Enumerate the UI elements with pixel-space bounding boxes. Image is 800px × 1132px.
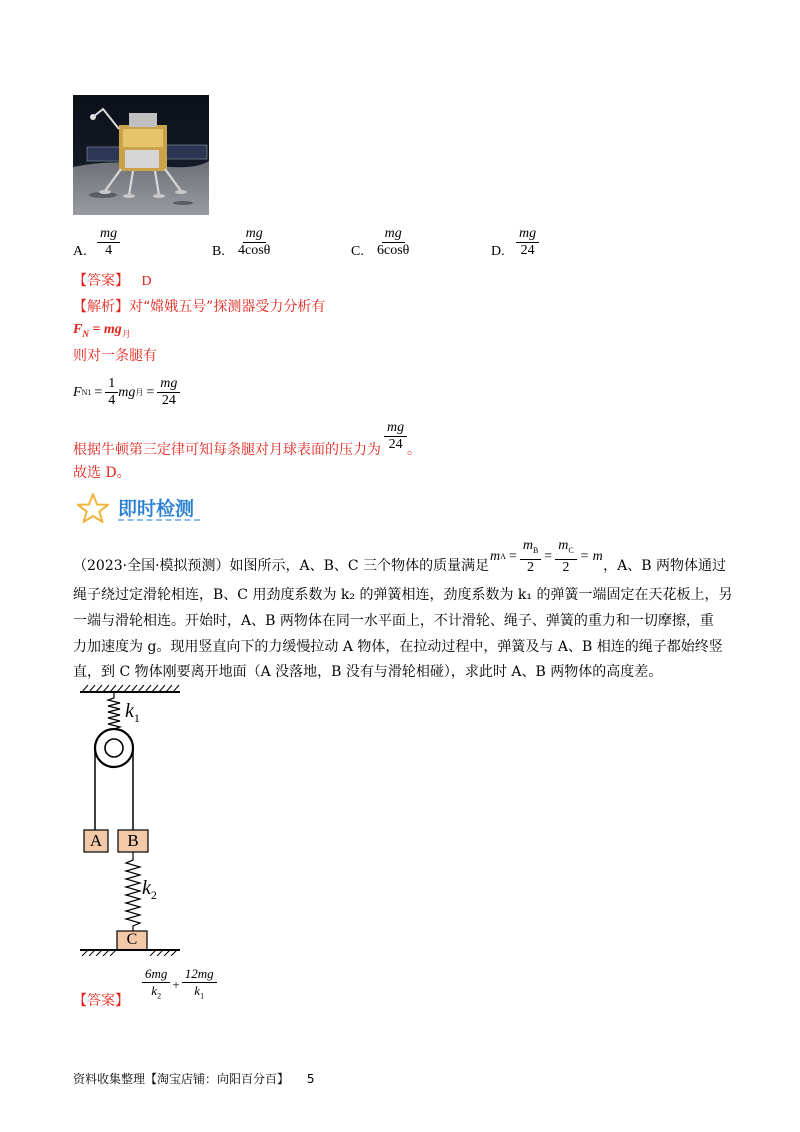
label-k1 (125, 700, 140, 726)
analysis-formula-2: F N1 = $\frac{1}{4}$ mg 月 = $\frac{mg}{24}$ (73, 376, 180, 409)
option-fraction (516, 226, 539, 259)
mass-a-sub: A (500, 552, 506, 562)
mass-c-num: m (558, 538, 569, 553)
option-fraction (97, 226, 120, 259)
mass-relation: m A = $\frac{m_B}{2}$ = $\frac{m_C}{2}$ = m (490, 538, 603, 575)
analysis-formula-1 (73, 322, 131, 340)
star-icon (76, 492, 110, 524)
k2-sub: 2 (150, 888, 157, 902)
problem-text-1b: ，A、B 两物体通过 (603, 558, 726, 574)
analysis-line-2: 则对一条腿有 (73, 348, 157, 364)
option-numerator: mg (97, 226, 120, 243)
problem-line-5: 直，到 C 物体刚要离开地面（A 没落地，B 没有与滑轮相碰），求此时 A、B 两物体的高度差。 (73, 664, 663, 680)
analysis-tag: 【解析】 (73, 299, 129, 315)
answer2-formula (142, 966, 217, 1005)
label-box-c: C (126, 931, 138, 948)
lander-photo (73, 95, 209, 215)
line3-frac-num: mg (384, 420, 407, 437)
label-k2 (142, 877, 157, 903)
option-fraction (235, 226, 273, 259)
term1-den: k (151, 983, 158, 998)
formula1-f: F (73, 322, 83, 337)
option-fraction (374, 226, 412, 259)
formula2-quarter-den: 4 (108, 393, 116, 408)
answer2-tag: 【答案】 (73, 993, 129, 1009)
problem-line-2: 绳子绕过定滑轮相连，B、C 用劲度系数为 k₂ 的弹簧相连，劲度系数为 k₁ 的弹簧一端固定在天花板上，另 (73, 587, 733, 603)
option-denominator: 4cosθ (238, 243, 271, 258)
formula2-result-num: mg (157, 376, 180, 393)
section-title: 即时检测 (118, 498, 195, 520)
section-underline (118, 519, 200, 521)
answer-line (73, 271, 152, 292)
k2-letter: k (142, 877, 151, 899)
pulley-spring-figure (70, 684, 260, 956)
mass-b-sub: B (532, 545, 539, 555)
analysis-line3-fraction (384, 420, 407, 453)
option-numerator: mg (243, 226, 266, 243)
problem-line-4: 力加速度为 g。现用竖直向下的力缓慢拉动 A 物体，在拉动过程中，弹簧及与 A、B 相连的绳子都始终竖 (73, 639, 723, 655)
page-number: 5 (306, 1072, 315, 1086)
answer-value: D (141, 274, 152, 289)
analysis-line-1 (73, 297, 325, 317)
option-numerator: mg (382, 226, 405, 243)
term1-num: 6mg (142, 966, 170, 983)
spring-k1 (108, 692, 120, 734)
analysis-text-3: 根据牛顿第三定律可知每条腿对月球表面的压力为 (73, 442, 381, 458)
formula2-mg-sub: 月 (135, 388, 144, 397)
label-box-a: A (89, 831, 103, 850)
problem-line-3: 一端与滑轮相连。开始时，A、B 两物体在同一水平面上，不计滑轮、绳子、弹簧的重力和一切摩擦，重 (73, 613, 714, 629)
analysis-text-3-end: 。 (407, 442, 421, 458)
analysis-text-1: 对“嫦娥五号”探测器受力分析有 (129, 299, 326, 315)
label-box-b: B (127, 831, 139, 850)
analysis-line-4: 故选 D。 (73, 465, 131, 481)
formula1-sub2: 月 (121, 328, 131, 339)
option-label: A. (73, 244, 87, 259)
option-label: D. (491, 244, 505, 259)
option-denominator: 6cosθ (377, 243, 410, 258)
line3-frac-den: 24 (388, 437, 403, 452)
formula2-quarter (105, 376, 118, 409)
option-label: C. (351, 244, 364, 259)
plus-sign: + (172, 977, 180, 993)
footer (73, 1070, 314, 1087)
formula2-result (157, 376, 180, 409)
footer-text: 资料收集整理【淘宝店铺：向阳百分百】 (73, 1072, 290, 1086)
section-heading (76, 492, 216, 526)
mass-b-den: 2 (527, 559, 535, 575)
answer2-term2 (182, 966, 217, 1005)
spring-k2 (126, 852, 140, 931)
k1-letter: k (125, 700, 134, 722)
mass-a: m (490, 548, 501, 564)
answer2-term1 (142, 966, 170, 1005)
k1-sub: 1 (133, 711, 140, 725)
option-numerator: mg (516, 226, 539, 243)
formula2-mg: mg (118, 384, 136, 400)
mass-c-frac (555, 538, 576, 576)
mass-c-sub: C (568, 545, 574, 555)
formula2-quarter-num: 1 (105, 376, 118, 393)
formula1-rest: = mg (88, 322, 122, 337)
term1-den-sub: 2 (157, 991, 162, 1001)
problem-text-1a: （2023·全国·模拟预测）如图所示，A、B、C 三个物体的质量满足 (73, 558, 490, 574)
formula2-lhs: F (73, 384, 82, 400)
option-denominator: 24 (520, 243, 535, 258)
term2-den-sub: 1 (200, 991, 205, 1001)
problem-line-1 (73, 556, 726, 576)
mass-b-frac (520, 538, 541, 576)
formula2-lhs-sub: N1 (81, 388, 92, 397)
answer-tag: 【答案】 (73, 273, 129, 289)
term2-den: k (194, 983, 201, 998)
mass-eq: = m (579, 548, 603, 564)
option-label: B. (212, 244, 225, 259)
mass-b-num: m (522, 538, 533, 553)
mass-c-den: 2 (562, 559, 570, 575)
formula1-sub: N (82, 328, 89, 339)
formula2-result-den: 24 (161, 393, 176, 408)
option-denominator: 4 (105, 243, 113, 258)
term2-num: 12mg (182, 966, 217, 983)
